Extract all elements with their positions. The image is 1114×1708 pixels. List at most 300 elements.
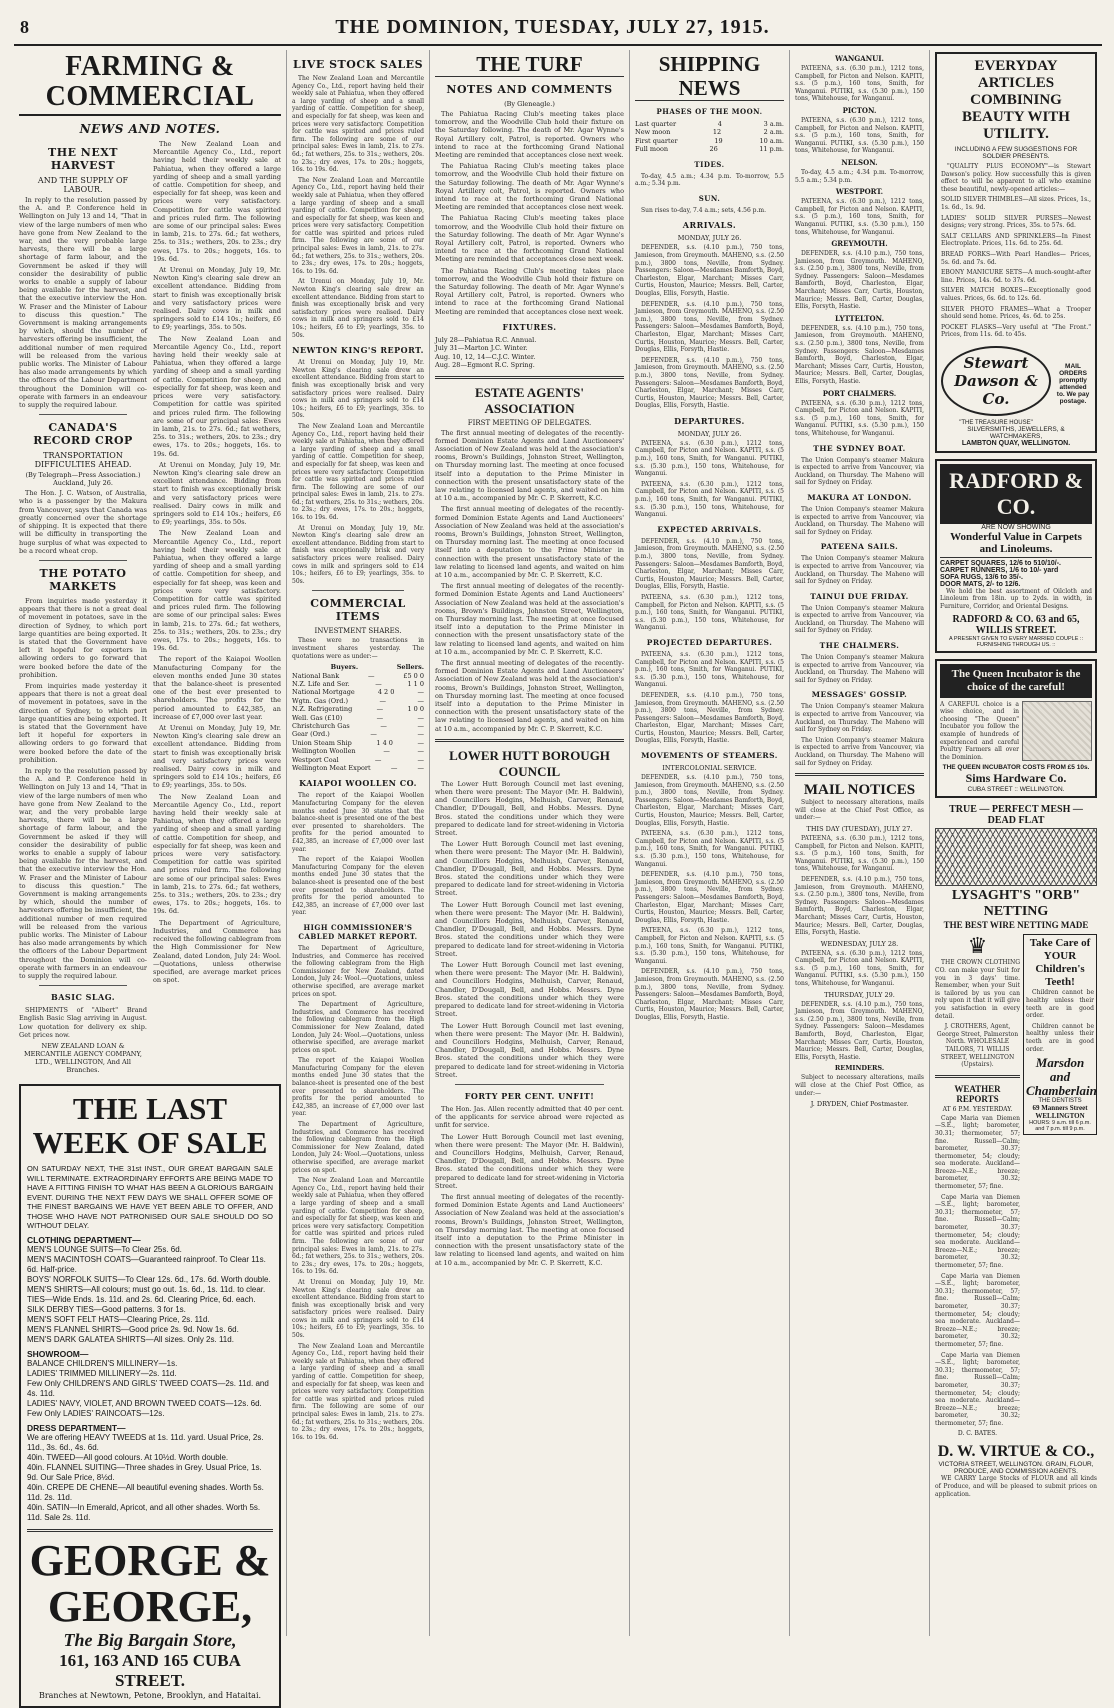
masthead (14, 10, 1102, 46)
article-text: To-day, 4.5 a.m.; 4.34 p.m. To-morrow, 5.5 a.m.; 5.34 p.m. (635, 172, 784, 188)
list-item: MEN'S SHIRTS—All colours; must go out. 1s. 6d., 1s. 11d. to clear. (27, 1284, 266, 1294)
article-text: DEFENDER, s.s. (4.10 p.m.), 750 tons, Jamieson, from Greymouth. MAHENO, s.s. (2.50 p.m.), 3800 tons, Neville, from Sydney. Passengers: Saloon—Mesdames Bamforth, Boyd, Charleston, Elgar, Marchant; Misses Carr, Curtis, Houston, Maurice; Messrs. Bell, Carter, Douglas, Ellis, Forsyth, Hastie. (635, 300, 784, 354)
list-item: 40in. SATIN—In Emerald, Apricot, and all other shades. Worth 5s. 11d. Sale 2s. 11d. (27, 1502, 261, 1522)
table-row (292, 747, 424, 755)
list-item: 40in. CREPE DE CHENE—All beautiful evening shades. Worth 5s. 11d. 2s. 11d. (27, 1482, 264, 1502)
article-heading: ARRIVALS. (682, 220, 737, 231)
table-cell: Last quarter (635, 120, 677, 128)
date-line: THIS DAY (TUESDAY), JULY 27. (806, 824, 913, 833)
table-cell: Well. Gas (£10) (292, 713, 343, 722)
store-address: 161, 163 AND 165 CUBA STREET. (59, 1650, 241, 1690)
table-row (292, 714, 424, 722)
wire-netting-illustration (935, 828, 1097, 886)
fixtures-list (435, 336, 624, 370)
article-text: The Lower Hutt Borough Council met last evening, when there were present: The Mayor (Mr. H. Baldwin), and Councillors Hodgins, Melhuish, Carver, Renaud, Chandler, D'Dougall, Bell, and Hobbs. Messrs. Dyne Bros. stated the conditions under which they were prepared to dedicate land for street-widening in Victoria Street. (435, 779, 624, 838)
article-text: To-day, 4.5 a.m.; 4.34 p.m. To-morrow, 5.5 a.m.; 5.34 p.m. (795, 168, 924, 184)
queen-incubator-ad (935, 659, 1097, 799)
article-heading: NEWTON KING'S REPORT. (292, 345, 424, 356)
list-item: July 31—Marton J.C. Winter. (435, 344, 528, 353)
port-heading: PICTON. (842, 105, 877, 115)
list-item: LADIES' TRIMMED MILLINERY—2s. 11d. (27, 1368, 177, 1378)
table-row (292, 730, 424, 738)
byline: (By Telegraph—Press Association.) Auckland, July 26. (25, 471, 141, 488)
sale-intro: ON SATURDAY NEXT, THE 31st INST., OUR GREAT BARGAIN SALE WILL TERMINATE. EXTRAORDINARY EFFORTS ARE BEING MADE TO HAVE A FITTING FINISH TO WHAT HAS BEEN A GLORIOUS BARGAIN EVENT. DURING THE NEXT FEW DAYS WE SHALL OFFER SOME OF THE FINEST BARGAINS WE HAVE YET BEEN ABLE TO OFFER, AND THOSE WHO HAVE NOT PATRONISED OUR SALE SHOULD DO SO WITHOUT DELAY. (27, 1164, 273, 1231)
date-line: MONDAY, JULY 26. (677, 234, 742, 243)
table-cell: Full moon (635, 145, 669, 154)
article-text: The New Zealand Loan and Mercantile Agency Co., Ltd., report having held their weekly sale at Pahiatua, when they offered a large yarding of sheep and a small yarding of cattle. Competition for sheep, and especially for fat sheep, was keen and prices were very satisfactory. Competition for cattle was spirited and prices ruled firm. The following are some of our principal sales: Ewes in lamb, 21s. to 27s. 6d.; fat wethers, 25s. to 31s.; wethers, 20s. to 23s.; dry ewes, 17s. to 20s.; hoggets, 16s. to 19s. 6d. (292, 176, 424, 275)
table-cell: 3 a.m. (763, 120, 784, 128)
date-line: WEDNESDAY, JULY 28. (820, 939, 899, 948)
article-text: The New Zealand Loan and Mercantile Agency Co., Ltd., report having held their weekly sale at Pahiatua, when they offered a large yarding of sheep and a small yarding of cattle. Competition for sheep, and especially for fat sheep, was keen and prices were very satisfactory. Competition for cattle was spirited and prices ruled firm. The following are some of our principal sales: Ewes in lamb, 21s. to 27s. 6d.; fat wethers, 25s. to 31s.; wethers, 20s. to 23s.; dry ewes, 17s. to 20s.; hoggets, 16s. to 19s. 6d. (153, 529, 281, 653)
radford-logo: RADFORD & CO. (940, 464, 1092, 524)
table-cell: 19 (714, 136, 723, 145)
article-heading: THE POTATO MARKETS (39, 566, 127, 593)
ad-text: THE CROWN CLOTHING CO. can make your Suit for you in 3 days' time. Remember, when your Suit is tailored by us you can rely upon it that it will give you satisfaction in every detail. (935, 959, 1020, 1020)
list-item: EBONY MANICURE SETS—A much-sought-after line. Prices, 14s. 6d. to 37s. 6d. (941, 269, 1091, 284)
article-subheading: TRANSPORTATION DIFFICULTIES AHEAD. (34, 451, 132, 470)
article-text: From inquiries made yesterday it appears that there is not a great deal of movement in potatoes, save in the direction of Sydney, to which port large quantities are being exported. It is stated that the Government have left it hopeful for exporters in allowing orders to go forward that were booked before the date of the prohibition. (19, 596, 147, 679)
column-shipping (630, 50, 790, 1636)
table-cell: — (417, 730, 424, 739)
table-row (292, 722, 424, 730)
store-name: GEORGE & GEORGE, (29, 1535, 271, 1631)
article-text: The Union Company's steamer Makura is expected to arrive from Vancouver, via Auckland, on Thursday. The Maheno will sail for Sydney on Friday. (795, 604, 924, 635)
list-item: LADIES' SOLID SILVER PURSES—Newest designs; very strong. Prices, 35s. to 57s. 6d. (941, 214, 1091, 230)
table-cell: Union Steam Ship (292, 738, 352, 747)
article-text: These were no transactions in investment shares yesterday. The quotations were as under:— (292, 637, 424, 660)
article-text: The New Zealand Loan and Mercantile Agency Co., Ltd., report having held their weekly sale at Pahiatua, when they offered a large yarding of sheep and a small yarding of cattle. Competition for sheep, and especially for fat sheep, was keen and prices were very satisfactory. Competition for cattle was spirited and prices ruled firm. The following are some of our principal sales: Ewes in lamb, 21s. to 27s. 6d.; fat wethers, 25s. to 31s.; wethers, 20s. to 23s.; dry ewes, 17s. to 20s.; hoggets, 16s. to 19s. 6d. (292, 75, 424, 174)
article-text: Cape Maria van Diemen—S.E., light; barometer, 30.31; thermometer, 57; fine. Russell—Calm; barometer, 30.37; thermometer, 54; cloudy; sea moderate. Auckland—Breeze—N.E.; breeze; barometer, 30.32; thermometer, 57; fine. (935, 1272, 1020, 1348)
article-heading: PATEENA SAILS. (820, 542, 899, 552)
ad-subheading: ARE NOW SHOWING (981, 523, 1051, 531)
column-turf (430, 50, 630, 1636)
article-heading: MESSAGES' GOSSIP. (811, 690, 908, 700)
table-cell: — (417, 722, 424, 731)
list-item: July 28—Pahiatua R.C. Annual. (435, 335, 537, 344)
newspaper-page (14, 10, 1102, 1700)
ad-signature: NEW ZEALAND LOAN & MERCANTILE AGENCY COMPANY, LTD., WELLINGTON, And All Branches. (24, 1042, 142, 1075)
article-text: The report of the Kaiapoi Woollen Manufacturing Company for the eleven months ended June 30 states that the balance-sheet is presented one of the best ever presented to shareholders. The profits for the period amounted to £42,385, an increase of £7,000 over last year. (292, 856, 424, 917)
section-title: FARMING & COMMERCIAL (19, 52, 281, 116)
column-advertisements (930, 50, 1102, 1636)
article-text: DEFENDER, s.s. (4.10 p.m.), 750 tons, Jamieson, from Greymouth. MAHENO, s.s. (2.50 p.m.), 3800 tons, Neville, from Sydney. Passengers: Saloon—Mesdames Bamforth, Boyd, Charleston, Elgar, Marchant; Misses Carr, Curtis, Houston, Maurice; Messrs. Bell, Carter, Douglas, Ellis, Forsyth, Hastie. (635, 244, 784, 297)
ad-text: Children cannot be healthy unless their teeth are in good order. (1026, 1022, 1094, 1053)
table-row (292, 697, 424, 705)
article-text: The report of the Kaiapoi Woollen Manufacturing Company for the eleven months ended June 30 states that the balance-sheet is presented one of the best ever presented to shareholders. The profits for the period amounted to £42,385, an increase of £7,000 over last year. (153, 655, 281, 721)
list-item: Aug. 28—Egmont R.C. Spring. (435, 361, 535, 370)
table-cell: — (383, 747, 390, 756)
crown-icon: ♛ (967, 934, 988, 960)
article-text: PATEENA, s.s. (6.30 p.m.), 1212 tons, Campbell, for Picton and Nelson. KAPITI, s.s. (5 p.m.), 160 tons, Smith, for Wanganui. PUTIKI, s.s. (5.30 p.m.), 150 tons, Whitehouse, for Wanganui. (635, 439, 784, 478)
list-item: MEN'S MACINTOSH COATS—Guaranteed rainproof. To Clear 11s. 6d. Half-price. (27, 1254, 266, 1274)
virtue-ad (935, 1443, 1097, 1498)
column-livestock-commercial (287, 50, 430, 1636)
ad-heading: Take Care of YOUR Children's Teeth! (1029, 937, 1091, 989)
table-cell: — (380, 722, 387, 731)
list-item: BALANCE CHILDREN'S MILLINERY—1s. (27, 1358, 178, 1368)
list-item: SALT CELLARS AND SPRINKLERS—In Finest Electroplate. Prices, 11s. 6d. to 25s. 6d. (941, 232, 1091, 248)
table-cell: — (417, 738, 424, 747)
table-cell: £5 0 0 (403, 671, 424, 680)
article-text: The New Zealand Loan and Mercantile Agency Co., Ltd., report having held their weekly sale at Pahiatua, when they offered a large yarding of sheep and a small yarding of cattle. Competition for sheep, and especially for fat sheep, was keen and prices were very satisfactory. Competition for cattle was spirited and prices ruled firm. The following are some of our principal sales: Ewes in lamb, 21s. to 27s. 6d.; fat wethers, 25s. to 31s.; wethers, 20s. to 23s.; dry ewes, 17s. to 20s.; hoggets, 16s. to 19s. 6d. (153, 334, 281, 458)
article-subheading: AT 6 P.M. YESTERDAY. (942, 1105, 1013, 1113)
article-text: DEFENDER, s.s. (4.10 p.m.), 750 tons, Jamieson, from Greymouth. MAHENO, s.s. (2.50 p.m.), 3800 tons, Neville, from Sydney. Passengers: Saloon—Mesdames Bamforth, Boyd, Charleston, Elgar, Marchant; Misses Carr, Curtis, Houston, Maurice; Messrs. Bell, Carter, Douglas, Ellis, Forsyth, Hastie. (635, 774, 784, 827)
mail-orders-note: MAIL ORDERS promptly attended to. We pay postage. (1056, 362, 1090, 405)
ad-address: 69 Manners Street WELLINGTON (1032, 1104, 1088, 1121)
crown-clothing-ad (935, 934, 1020, 1439)
article-text: DEFENDER, s.s. (4.10 p.m.), 750 tons, Jamieson, from Greymouth. MAHENO, s.s. (2.50 p.m.), 3800 tons, Neville, from Sydney. Passengers: Saloon—Mesdames Bamforth, Boyd, Charleston, Elgar, Marchant; Misses Carr, Curtis, Houston, Maurice; Messrs. Bell, Carter, Douglas, Ellis, Forsyth, Hastie. (635, 356, 784, 410)
ad-hours: HOURS: 9 a.m. till 6 p.m. and 7 p.m. till 9 p.m. (1029, 1120, 1091, 1133)
table-cell: N.Z. Refrigerating (292, 705, 353, 714)
article-subheading: AND THE SUPPLY OF LABOUR. (37, 176, 129, 194)
article-heading: SUN. (698, 193, 721, 203)
article-text: The first annual meeting of delegates of the recently-formed Dominion Estate Agents and Land Auctioneers' Association of New Zealand was held at the association's rooms, Brown's Buildings, Johnston Street, Wellington, on Thursday morning last. The meeting at once focused itself into a deputation to the Prime Minister in connection with the present unsatisfactory state of the law relating to licensed land agents, and waited on him at 10 a.m., accompanied by Mr. C. P. Skerrett, K.C. (435, 505, 624, 579)
article-text: The Union Company's steamer Makura is expected to arrive from Vancouver, via Auckland, on Thursday. The Maheno will sail for Sydney on Friday. (795, 555, 924, 586)
ad-text: A CAREFUL choice is a wise choice, and in choosing "The Queen" Incubator you follow the example of hundreds of experienced and careful Poultry Farmers all over the Dominion. (940, 700, 1019, 761)
list-item: MEN'S LOUNGE SUITS—To Clear 25s. 6d. (27, 1244, 182, 1254)
article-text: The Union Company's steamer Makura is expected to arrive from Vancouver, via Auckland, on Thursday. The Maheno will sail for Sydney on Friday. (795, 736, 924, 767)
ad-note: A PRESENT GIVEN TO EVERY MARRIED COUPLE :: FURNISHING THROUGH US. :: (949, 635, 1083, 648)
list-item: We are offering HEAVY TWEEDS at 1s. 11d. yard. Usual Price, 2s. 11d., 3s. 6d., 4s. 6d. (27, 1432, 264, 1452)
ad-text: WE CARRY Large Stocks of FLOUR and all kinds of Produce, and will be pleased to submit prices on application. (935, 1475, 1097, 1498)
port-heading: LYTTELTON. (834, 313, 885, 323)
article-text: Sun rises to-day, 7.4 a.m.; sets, 4.56 p.m. (641, 206, 767, 214)
ad-subheading: INCLUDING A FEW SUGGESTIONS FOR SOLDIER PRESENTS. (954, 146, 1078, 160)
article-text: The New Zealand Loan and Mercantile Agency Co., Ltd., report having held their weekly sale at Pahiatua, when they offered a large yarding of sheep and a small yarding of cattle. Competition for sheep, and especially for fat sheep, was keen and prices were very satisfactory. Competition for cattle was spirited and prices ruled firm. The following are some of our principal sales: Ewes in lamb, 21s. to 27s. 6d.; fat wethers, 25s. to 31s.; wethers, 20s. to 23s.; dry ewes, 17s. to 20s.; hoggets, 16s. to 19s. 6d. (153, 792, 281, 916)
article-text: The Pahiatua Racing Club's meeting takes place tomorrow, and the Woodville Club hold their fixture on the Saturday following. The death of Mr. Agar Wynne's Royal Artillery colt, Patrol, is reported. Owners who intend to race at the forthcoming Grand National Meeting are reminded that acceptances close next week. (435, 214, 624, 264)
ad-tagline: "THE TREASURE HOUSE" (959, 419, 1033, 426)
article-text: The Department of Agriculture, Industries, and Commerce has received the following cablegram from the High Commissioner for New Zealand, dated London, July 24: Wool.—Quotations, unless otherwise specified, are average market prices on spot. (153, 918, 281, 985)
article-heading: MOVEMENTS OF STEAMERS. (641, 751, 778, 761)
section-title: WEATHER REPORTS (954, 1083, 1001, 1104)
dentist-name: Marsdon and Chamberlain (1026, 1055, 1097, 1099)
article-heading: TAINUI DUE FRIDAY. (810, 591, 909, 601)
article-text: The Hon. Jas. Allen recently admitted that 40 per cent. of the applicants for service abroad were rejected as unfit for service. (435, 1104, 624, 1130)
table-cell: — (390, 764, 398, 773)
table-cell: Westport Coal (292, 755, 339, 764)
clothing-list (27, 1245, 273, 1345)
article-text: DEFENDER, s.s. (4.10 p.m.), 750 tons, Jamieson, from Greymouth. MAHENO, s.s. (2.50 p.m.), 3800 tons, Neville, from Sydney. Passengers: Saloon—Mesdames Bamforth, Boyd, Charleston, Elgar, Marchant; Misses Carr, Curtis, Houston, Maurice; Messrs. Bell, Carter, Douglas, Ellis, Forsyth, Hastie. (795, 250, 924, 311)
list-item: 40in. FLANNEL SUITING—Three shades in Grey. Usual Price, 1s. 9d. Our Sale Price, 8½d. (27, 1462, 262, 1482)
article-text: The New Zealand Loan and Mercantile Agency Co., Ltd., report having held their weekly sale at Pahiatua, when they offered a large yarding of sheep and a small yarding of cattle. Competition for sheep, and especially for fat sheep, was keen and prices were very satisfactory. Competition for cattle was spirited and prices ruled firm. The following are some of our principal sales: Ewes in lamb, 21s. to 27s. 6d.; fat wethers, 25s. to 31s.; wethers, 20s. to 23s.; dry ewes, 17s. to 20s.; hoggets, 16s. to 19s. 6d. (153, 140, 281, 263)
list-item: Few Only LADIES' RAINCOATS—12s. (27, 1408, 165, 1418)
article-text: Cape Maria van Diemen—S.E., light; barometer, 30.31; thermometer, 57; fine. Russell—Calm; barometer, 30.37; thermometer, 54; cloudy; sea moderate. Auckland—Breeze—N.E.; breeze; barometer, 30.32; thermometer, 57; fine. (935, 1114, 1020, 1191)
table-cell: National Bank (292, 671, 340, 680)
table-cell: — (417, 747, 424, 756)
article-text: Cape Maria van Diemen—S.E., light; barometer, 30.31; thermometer, 57; fine. Russell—Calm; barometer, 30.37; thermometer, 54; cloudy; sea moderate. Auckland—Breeze—N.E.; breeze; barometer, 30.32; thermometer, 57; fine. (935, 1351, 1020, 1427)
article-heading: PHASES OF THE MOON. (656, 107, 763, 116)
list-item: POCKET FLASKS—Very useful at "The Front." Prices, from 11s. 6d. to 45s. (941, 323, 1091, 339)
stewart-dawson-logo: Stewart Dawson & Co. (941, 346, 1051, 416)
table-cell: 11 p.m. (759, 145, 784, 154)
table-cell: New moon (635, 128, 671, 137)
section-title: MAIL NOTICES (803, 782, 916, 799)
article-text: The first annual meeting of delegates of the recently-formed Dominion Estate Agents and Land Auctioneers' Association of New Zealand was held at the association's rooms, Brown's Buildings, Johnston Street, Wellington, on Thursday morning last. The meeting at once focused itself into a deputation to the Prime Minister in connection with the present unsatisfactory state of the law relating to licensed land agents, and waited on him at 10 a.m., accompanied by Mr. C. P. Skerrett, K.C. (435, 1192, 624, 1267)
article-text: DEFENDER, s.s. (4.10 p.m.), 750 tons, Jamieson, from Greymouth. MAHENO, s.s. (2.50 p.m.), 3800 tons, Neville, from Sydney. Passengers: Saloon—Mesdames Bamforth, Boyd, Charleston, Elgar, Marchant; Misses Carr, Curtis, Houston, Maurice; Messrs. Bell, Carter, Douglas, Ellis, Forsyth, Hastie. (635, 537, 784, 591)
port-heading: WANGANUI. (835, 54, 884, 63)
article-text: PATEENA, s.s. (6.30 p.m.), 1212 tons, Campbell, for Picton and Nelson. KAPITI, s.s. (5 p.m.), 160 tons, Smith, for Wanganui. PUTIKI, s.s. (5.30 p.m.), 150 tons, Whitehouse, for Wanganui. (635, 830, 784, 868)
article-text: At Urenui on Monday, July 19, Mr. Newton King's clearing sale drew an excellent attendance. Bidding from start to finish was exceptionally brisk and very satisfactory prices were realised. Dairy cows in milk and springers sold to £14 10s.; heifers, £6 to £9; yearlings, 35s. to 50s. (153, 460, 281, 527)
article-text: The first annual meeting of delegates of the recently-formed Dominion Estate Agents and Land Auctioneers' Association of New Zealand was held at the association's rooms, Brown's Buildings, Johnston Street, Wellington, on Thursday morning last. The meeting at once focused itself into a deputation to the Prime Minister in connection with the present unsatisfactory state of the law relating to licensed land agents, and waited on him at 10 a.m., accompanied by Mr. C. P. Skerrett, K.C. (435, 428, 624, 503)
article-text: PATEENA, s.s. (6.30 p.m.), 1212 tons, Campbell, for Picton and Nelson. KAPITI, s.s. (5 p.m.), 160 tons, Smith, for Wanganui. PUTIKI, s.s. (5.30 p.m.), 150 tons, Whitehouse, for Wanganui. (635, 593, 784, 632)
article-text: The Union Company's steamer Makura is expected to arrive from Vancouver, via Auckland, on Thursday. The Maheno will sail for Sydney on Friday. (795, 505, 924, 536)
article-heading: THE CHALMERS. (819, 641, 900, 651)
date-line: THURSDAY, JULY 29. (824, 990, 895, 999)
article-heading: ESTATE AGENTS' ASSOCIATION (475, 384, 584, 416)
subsection-title: NEWS AND NOTES. (79, 122, 221, 136)
ad-heading: EVERYDAY ARTICLES COMBINING BEAUTY WITH UTILITY. (962, 58, 1070, 142)
store-tagline: The Big Bargain Store, (63, 1629, 237, 1650)
article-text: DEFENDER, s.s. (4.10 p.m.), 750 tons, Jamieson, from Greymouth. MAHENO, s.s. (2.50 p.m.), 3800 tons, Neville, from Sydney. Passengers: Saloon—Mesdames Bamforth, Boyd, Charleston, Elgar, Marchant; Misses Carr, Curtis, Houston, Maurice; Messrs. Bell, Carter, Douglas, Ellis, Forsyth, Hastie. (635, 968, 784, 1021)
ad-heading: LYSAGHT'S "ORB" NETTING (951, 888, 1081, 920)
article-heading: LIVE STOCK SALES (292, 58, 424, 71)
list-item: TIES—Wide Ends. 1s. 11d. and 2s. 6d. Clearing Price, 6d. each. (27, 1294, 256, 1304)
sale-category: CLOTHING DEPARTMENT— (27, 1234, 141, 1245)
table-row (292, 764, 424, 772)
list-item: MEN'S SOFT FELT HATS—Clearing Price, 2s. 11d. (27, 1314, 210, 1324)
ad-text: Children cannot be healthy unless their teeth are in good order. (1026, 989, 1094, 1020)
port-heading: PORT CHALMERS. (822, 388, 897, 398)
moon-table (635, 120, 784, 154)
table-cell: — (417, 755, 424, 764)
article-text: The Pahiatua Racing Club's meeting takes place tomorrow, and the Woodville Club hold their fixture on the Saturday following. The death of Mr. Agar Wynne's Royal Artillery colt, Patrol, is reported. Owners who intend to race at the forthcoming Grand National Meeting are reminded that acceptances close next week. (435, 266, 624, 316)
article-text: The Union Company's steamer Makura is expected to arrive from Vancouver, via Auckland, on Thursday. The Maheno will sail for Sydney on Friday. (795, 654, 924, 684)
article-text: The Union Company's steamer Makura is expected to arrive from Vancouver, via Auckland, on Thursday. The Maheno will sail for Sydney on Friday. (795, 703, 924, 734)
article-subheading: INVESTMENT SHARES. (314, 627, 402, 636)
sale-heading: THE LAST WEEK OF SALE (32, 1091, 268, 1161)
list-item: DOOR MATS, 2/- to 12/6. (940, 580, 1021, 588)
article-text: The New Zealand Loan and Mercantile Agency Co., Ltd., report having held their weekly sale at Pahiatua, when they offered a large yarding of sheep and a small yarding of cattle. Competition for sheep, and especially for fat sheep, was keen and prices were very satisfactory. Competition for cattle was spirited and prices ruled firm. The following are some of our principal sales: Ewes in lamb, 21s. to 27s. 6d.; fat wethers, 25s. to 31s.; wethers, 20s. to 23s.; dry ewes, 17s. to 20s.; hoggets, 16s. to 19s. 6d. (292, 1342, 424, 1441)
ad-signature: J. CROTHERS, Agent, George Street, Palmerston North. WHOLESALE TAILORS, 71 WILLIS STREET, WELLINGTON (Upstairs). (936, 1023, 1019, 1069)
store-branches: Branches at Newtown, Petone, Brooklyn, and Hataitai. (38, 1690, 262, 1700)
section-title: THE TURF (435, 52, 624, 77)
ad-text: We hold the best assortment of Oilcloth and Linoleum from 18in. up to 2yds. in width, in Furniture, Corridor, and Oriental Designs. (940, 587, 1092, 611)
table-cell: Wgtn. Gas (Ord.) (292, 696, 348, 705)
article-text: The Lower Hutt Borough Council met last evening, when there were present: The Mayor (Mr. H. Baldwin), and Councillors Hodgins, Melhuish, Carver, Renaud, Chandler, D'Dougall, Bell, and Hobbs. Messrs. Dyne Bros. stated the conditions under which they were prepared to dedicate land for street-widening in Victoria Street. (435, 840, 624, 898)
article-text: The Hon. J. C. Watson, of Australia, who is a passenger by the Makura from Vancouver, says that Canada was greatly concerned over the shortage of shipping. It is expected that there will be difficulty in transporting the huge surplus of what was expected to be a record wheat crop. (19, 489, 147, 555)
lysaght-orb-ad (935, 804, 1097, 930)
table-cell: 2 a.m. (763, 128, 784, 137)
masthead-title: THE DOMINION, TUESDAY, JULY 27, 1915. (335, 15, 770, 38)
list-item: SILK DERBY TIES—Good patterns. 3 for 1s. (27, 1304, 186, 1314)
table-row (635, 145, 784, 153)
sale-advertisement (19, 1084, 281, 1708)
store-name: Sims Hardware Co. (965, 771, 1067, 786)
table-row (292, 680, 424, 688)
list-item: SOFA RUGS, 13/6 to 35/-. (940, 573, 1023, 581)
ad-description: SILVERSMITHS, JEWELLERS, & WATCHMAKERS, (967, 425, 1065, 440)
store-address: CUBA STREET :: WELLINGTON. (967, 786, 1065, 794)
column-ports-mail (790, 50, 930, 1636)
article-text: In reply to the resolution passed by the A. and P. Conference held in Wellington on July 13 and 14, "That in view of the large numbers of men who have gone from New Zealand to the war, and the very probable large harvests, there will be a large shortage of farm labour, and the Government be asked if they will consider the desirability of public works to enable a supply of labour being available for the harvest, and that the executive interview the Hon. W. Fraser and the Minister of Labour to discuss this question." The Government is making arrangements by which, should the number of harvesters offering be insufficient, the additional number of men required will be released from the various public works. The Minister of Labour has also made arrangements by which the officers of the Labour Department throughout the Dominion will co-operate with farmers in an endeavour to supply the required labour. (19, 196, 147, 410)
table-cell: — (417, 696, 424, 705)
article-heading: MAKURA AT LONDON. (807, 492, 912, 502)
article-text: The Department of Agriculture, Industries, and Commerce has received the following cablegram from the High Commissioner for New Zealand, dated London, July 24: Wool.—Quotations, unless otherwise specified, are average market prices on spot. (292, 1001, 424, 1054)
table-cell: 1 1 0 (407, 680, 424, 688)
table-cell: Christchurch Gas (292, 722, 350, 731)
article-text: The Lower Hutt Borough Council met last evening, when there were present: The Mayor (Mr. H. Baldwin), and Councillors Hodgins, Melhuish, Carver, Renaud, Chandler, D'Dougall, Bell, and Hobbs. Messrs. Dyne Bros. stated the conditions under which they were prepared to dedicate land for street-widening in Victoria Street. (435, 961, 624, 1019)
article-text: PATEENA, s.s. (6.30 p.m.), 1212 tons, Campbell, for Picton and Nelson. KAPITI, s.s. (5 p.m.), 160 tons, Smith, for Wanganui. PUTIKI, s.s. (5.30 p.m.), 150 tons, Whitehouse, for Wanganui. (635, 480, 784, 519)
article-text: The Lower Hutt Borough Council met last evening, when there were present: The Mayor (Mr. H. Baldwin), and Councillors Hodgins, Melhuish, Carver, Renaud, Chandler, D'Dougall, Bell, and Hobbs. Messrs. Dyne Bros. stated the conditions under which they were prepared to dedicate land for street-widening in Victoria Street. (435, 900, 624, 958)
ad-intro: "QUALITY PLUS ECONOMY"—is Stewart Dawson's policy. How successfully this is given effect to will be apparent to all who examine these beautiful, newly-opened articles:— (941, 163, 1091, 193)
article-text: From inquiries made yesterday it appears that there is not a great deal of movement in potatoes, save in the direction of Sydney, to which port large quantities are being exported. It is stated that the Government have left it hopeful for exporters in allowing orders to go forward that were booked before the date of the prohibition. (19, 681, 147, 764)
table-cell: Gear (Ord.) (292, 730, 330, 739)
table-cell: National Mortgage (292, 688, 355, 697)
article-text: The Department of Agriculture, Industries, and Commerce has received the following cablegram from the High Commissioner for New Zealand, dated London, July 24: Wool.—Quotations, unless otherwise specified, are average market prices on spot. (292, 1121, 424, 1174)
list-item: SOLID SILVER THIMBLES—All sizes. Prices, 1s., 1s. 6d., 1s. 9d. (941, 196, 1091, 211)
ad-heading: The Queen Incubator is the choice of the careful! (940, 664, 1092, 698)
article-text: The Lower Hutt Borough Council met last evening, when there were present: The Mayor (Mr. H. Baldwin), and Councillors Hodgins, Melhuish, Carver, Renaud, Chandler, D'Dougall, Bell, and Hobbs. Messrs. Dyne Bros. stated the conditions under which they were prepared to dedicate land for street-widening in Victoria Street. (435, 1021, 624, 1079)
table-cell: 4 (717, 120, 722, 128)
article-text: PATEENA, s.s. (6.30 p.m.), 1212 tons, Campbell, for Picton and Nelson. KAPITI, s.s. (5 p.m.), 160 tons, Smith, for Wanganui. PUTIKI, s.s. (5.30 p.m.), 150 tons, Whitehouse, for Wanganui. (635, 650, 784, 689)
port-heading: NELSON. (841, 157, 878, 167)
table-cell: — (376, 705, 384, 714)
article-text: At Urenui on Monday, July 19, Mr. Newton King's clearing sale drew an excellent attendance. Bidding from start to finish was exceptionally brisk and very satisfactory prices were realised. Dairy cows in milk and springers sold to £14 10s.; heifers, £6 to £9; yearlings, 35s. to 50s. (292, 1278, 424, 1340)
table-row (635, 120, 784, 128)
port-heading: WESTPORT. (835, 187, 884, 197)
article-heading: LOWER HUTT BOROUGH COUNCIL (449, 747, 610, 779)
article-text: The Pahiatua Racing Club's meeting takes place tomorrow, and the Woodville Club hold their fixture on the Saturday following. The death of Mr. Agar Wynne's Royal Artillery colt, Patrol, is reported. Owners who intend to race at the forthcoming Grand National Meeting are reminded that acceptances close next week. (435, 162, 624, 212)
ad-subheading: THE DENTISTS (1038, 1098, 1082, 1105)
port-heading: GREYMOUTH. (831, 239, 888, 249)
table-cell: — (367, 671, 375, 680)
article-text: The Department of Agriculture, Industries, and Commerce has received the following cablegram from the High Commissioner for New Zealand, dated London, July 24: Wool.—Quotations, unless otherwise specified, are average market prices on spot. (292, 944, 424, 998)
sale-category: SHOWROOM— (27, 1348, 89, 1359)
article-heading: THE SYDNEY BOAT. (813, 443, 906, 453)
shares-table (292, 672, 424, 773)
article-heading: TIDES. (694, 159, 725, 169)
column-header: Sellers. (396, 663, 424, 672)
table-cell: — (374, 755, 382, 764)
stewart-dawson-ad (935, 52, 1097, 453)
table-row (292, 672, 424, 680)
ad-tagline: TRUE — PERFECT MESH — DEAD FLAT (949, 804, 1083, 827)
article-text: PATEENA, s.s. (6.30 p.m.), 1212 tons, Campbell, for Picton and Nelson. KAPITI, s.s. (5 p.m.), 160 tons, Smith, for Wanganui. PUTIKI, s.s. (5.30 p.m.), 150 tons, Whitehouse, for Wanganui. (795, 65, 924, 103)
page-number: 8 (20, 16, 29, 37)
article-text: Subject to necessary alterations, mails will close at the Chief Post Office, as under:— (795, 799, 924, 822)
table-cell: Wellington Meat Export (292, 764, 371, 773)
list-item: LADIES' NAVY, VIOLET, AND BROWN TWEED COATS—12s. 6d. (27, 1398, 262, 1408)
article-heading: DEPARTURES. (674, 415, 745, 426)
article-text: At Urenui on Monday, July 19, Mr. Newton King's clearing sale drew an excellent attendance. Bidding from start to finish was exceptionally brisk and very satisfactory prices were realised. Dairy cows in milk and springers sold to £14 10s.; heifers, £6 to £9; yearlings, 35s. to 50s. (292, 278, 424, 339)
article-text: Cape Maria van Diemen—S.E., light; barometer, 30.31; thermometer, 57; fine. Russell—Calm; barometer, 30.37; thermometer, 54; cloudy; sea moderate. Auckland—Breeze—N.E.; breeze; barometer, 30.32; thermometer, 57; fine. (935, 1193, 1020, 1269)
shares-header (292, 663, 424, 671)
section-title: SHIPPING NEWS (635, 52, 784, 101)
table-row (635, 128, 784, 136)
article-text: At Urenui on Monday, July 19, Mr. Newton King's clearing sale drew an excellent attendance. Bidding from start to finish was exceptionally brisk and very satisfactory prices were realised. Dairy cows in milk and springers sold to £14 10s.; heifers, £6 to £9; yearlings, 35s. to 50s. (292, 359, 424, 420)
table-row (635, 137, 784, 145)
table-cell: N.Z. Life and Ser. (292, 680, 350, 688)
article-heading: KAIAPOI WOOLLEN CO. (299, 778, 417, 789)
article-text: The New Zealand Loan and Mercantile Agency Co., Ltd., report having held their weekly sale at Pahiatua, when they offered a large yarding of sheep and a small yarding of cattle. Competition for sheep, and especially for fat sheep, was keen and prices were very satisfactory. Competition for cattle was spirited and prices ruled firm. The following are some of our principal sales: Ewes in lamb, 21s. to 27s. 6d.; fat wethers, 25s. to 31s.; wethers, 20s. to 23s.; dry ewes, 17s. to 20s.; hoggets, 16s. to 19s. 6d. (292, 1177, 424, 1276)
article-text: DEFENDER, s.s. (4.10 p.m.), 750 tons, Jamieson, from Greymouth. MAHENO, s.s. (2.50 p.m.), 3800 tons, Neville, from Sydney. Passengers: Saloon—Mesdames Bamforth, Boyd, Charleston, Elgar, Marchant; Misses Carr, Curtis, Houston, Maurice; Messrs. Bell, Carter, Douglas, Ellis, Forsyth, Hastie. (795, 1000, 924, 1061)
ad-subheading: THE BEST WIRE NETTING MADE (943, 920, 1089, 931)
table-row (292, 688, 424, 696)
table-cell: First quarter (635, 136, 678, 145)
article-heading: CANADA'S RECORD CROP (33, 421, 133, 448)
table-cell: 10 a.m. (759, 136, 784, 145)
table-cell: 1 0 0 (407, 705, 424, 714)
signature: D. C. BATES. (957, 1430, 998, 1438)
list-item: MEN'S DARK GALATEA SHIRTS—All sizes. Only 2s. 11d. (27, 1334, 234, 1344)
article-heading: NOTES AND COMMENTS (446, 83, 613, 96)
article-heading: PROJECTED DEPARTURES. (646, 637, 773, 647)
article-text: In reply to the resolution passed by the A. and P. Conference held in Wellington on July 13 and 14, "That in view of the large numbers of men who have gone from New Zealand to the war, and the very probable large harvests, there will be a large shortage of farm labour, and the Government be asked if they will consider the desirability of public works to enable a supply of labour being available for the harvest, and that the executive interview the Hon. W. Fraser and the Minister of Labour to discuss this question." The Government is making arrangements by which, should the number of harvesters offering be insufficient, the additional number of men required will be released from the various public works. The Minister of Labour has also made arrangements by which the officers of the Labour Department throughout the Dominion will co-operate with farmers in an endeavour to supply the required labour. (19, 766, 147, 981)
column-header: Buyers. (330, 663, 359, 672)
column-farming-commercial (14, 50, 287, 1700)
article-heading: HIGH COMMISSIONER'S CABLED MARKET REPORT. (298, 922, 418, 941)
article-text: At Urenui on Monday, July 19, Mr. Newton King's clearing sale drew an excellent attendance. Bidding from start to finish was exceptionally brisk and very satisfactory prices were realised. Dairy cows in milk and springers sold to £14 10s.; heifers, £6 to £9; yearlings, 35s. to 50s. (153, 724, 281, 790)
table-row (292, 739, 424, 747)
article-text: The New Zealand Loan and Mercantile Agency Co., Ltd., report having held their weekly sale at Pahiatua, when they offered a large yarding of sheep and a small yarding of cattle. Competition for sheep, and especially for fat sheep, was keen and prices were very satisfactory. Competition for cattle was spirited and prices ruled firm. The following are some of our principal sales: Ewes in lamb, 21s. to 27s. 6d.; fat wethers, 25s. to 31s.; wethers, 20s. to 23s.; dry ewes, 17s. to 20s.; hoggets, 16s. to 19s. 6d. (292, 422, 424, 522)
ad-price: THE QUEEN INCUBATOR COSTS FROM £5 10s. (942, 764, 1090, 772)
table-cell: — (370, 730, 377, 739)
article-text: The Union Company's steamer Makura is expected to arrive from Vancouver, via Auckland, on Thursday. The Maheno will sail for Sydney on Friday. (795, 456, 924, 487)
list-item: SILVER MATCH BOXES—Exceptionally good values. Prices, 6s. 6d. to 12s. 6d. (941, 287, 1091, 302)
byline: (By Gleneagle.) (504, 100, 555, 108)
list-item: Aug. 10, 12, 14—C.J.C. Winter. (435, 352, 536, 361)
dress-list (27, 1433, 273, 1523)
product-list (941, 196, 1091, 339)
ad-address: LAMBTON QUAY, WELLINGTON. (961, 439, 1071, 447)
list-item: MEN'S FLANNEL SHIRTS—Good price 2s. 9d. Now 1s. 6d. (27, 1324, 239, 1334)
ad-address: RADFORD & CO. 63 and 65, WILLIS STREET. (952, 613, 1080, 636)
table-cell: — (379, 696, 386, 705)
table-cell: 1 4 0 (376, 738, 393, 747)
article-text: DEFENDER, s.s. (4.10 p.m.), 750 tons, Jamieson, from Greymouth. MAHENO, s.s. (2.50 p.m.), 3800 tons, Neville, from Sydney. Passengers: Saloon—Mesdames Bamforth, Boyd, Charleston, Elgar, Marchant; Misses Carr, Curtis, Houston, Maurice; Messrs. Bell, Carter, Douglas, Ellis, Forsyth, Hastie. (635, 871, 784, 924)
article-text: PATEENA, s.s. (6.30 p.m.), 1212 tons, Campbell, for Picton and Nelson. KAPITI, s.s. (5 p.m.), 160 tons, Smith, for Wanganui. PUTIKI, s.s. (5.30 p.m.), 150 tons, Whitehouse, for Wanganui. (795, 399, 924, 437)
article-text: Subject to necessary alterations, mails will close at the Chief Post Office, as under:— (795, 1074, 924, 1097)
table-cell: — (417, 713, 424, 722)
list-item: BOYS' NORFOLK SUITS—To Clear 12s. 6d., 17s. 6d. Worth double. (27, 1274, 271, 1284)
article-text: DEFENDER, s.s. (4.10 p.m.), 750 tons, Jamieson, from Greymouth. MAHENO, s.s. (2.50 p.m.), 3800 tons, Neville, from Sydney. Passengers: Saloon—Mesdames Bamforth, Boyd, Charleston, Elgar, Marchant; Misses Carr, Curtis, Houston, Maurice; Messrs. Bell, Carter, Douglas, Ellis, Forsyth, Hastie. (795, 875, 924, 937)
article-text: PATEENA, s.s. (6.30 p.m.), 1212 tons, Campbell, for Picton and Nelson. KAPITI, s.s. (5 p.m.), 160 tons, Smith, for Wanganui. PUTIKI, s.s. (5.30 p.m.), 150 tons, Whitehouse, for Wanganui. (795, 198, 924, 236)
table-cell: 4 2 0 (377, 688, 395, 697)
list-item: SILVER PHOTO FRAMES—What a Trooper should send home. Prices, 4s. 6d. to 25s. (941, 305, 1091, 321)
article-text: The first annual meeting of delegates of the recently-formed Dominion Estate Agents and Land Auctioneers' Association of New Zealand was held at the association's rooms, Brown's Buildings, Johnston Street, Wellington, on Thursday morning last. The meeting at once focused itself into a deputation to the Prime Minister in connection with the present unsatisfactory state of the law relating to licensed land agents, and waited on him at 10 a.m., accompanied by Mr. C. P. Skerrett, K.C. (435, 582, 624, 656)
incubator-illustration (1022, 701, 1092, 761)
article-heading: FORTY PER CENT. UNFIT! (464, 1090, 595, 1101)
table-cell: 26 (709, 145, 718, 154)
article-subheading: INTERCOLONIAL SERVICE. (662, 764, 757, 773)
article-text: The report of the Kaiapoi Woollen Manufacturing Company for the eleven months ended June 30 states that the balance-sheet is presented one of the best ever presented to shareholders. The profits for the period amounted to £42,385, an increase of £7,000 over last year. (292, 792, 424, 853)
list-item: 40in. TWEED—All good colours. At 10½d. Worth double. (27, 1452, 229, 1462)
dentist-ad (1023, 934, 1097, 1439)
date-line: MONDAY, JULY 26. (677, 429, 742, 438)
article-text: The Lower Hutt Borough Council met last evening, when there were present: The Mayor (Mr. H. Baldwin), and Councillors Hodgins, Melhuish, Carver, Renaud, Chandler, D'Dougall, Bell, and Hobbs. Messrs. Dyne Bros. stated the conditions under which they were prepared to dedicate land for street-widening in Victoria Street. (435, 1132, 624, 1190)
showroom-list (27, 1359, 273, 1419)
table-cell: 12 (712, 128, 722, 137)
article-subheading: REMINDERS. (834, 1064, 885, 1073)
list-item: CARPET RUNNERS, 1/6 to 10/- yard (940, 566, 1059, 574)
ad-address: VICTORIA STREET, WELLINGTON. GRAIN, FLOUR, PRODUCE, AND COMMISSION AGENTS. (938, 1461, 1094, 1476)
article-text: At Urenui on Monday, July 19, Mr. Newton King's clearing sale drew an excellent attendance. Bidding from start to finish was exceptionally brisk and very satisfactory prices were realised. Dairy cows in milk and springers sold to £14 10s.; heifers, £6 to £9; yearlings, 35s. to 50s. (153, 266, 281, 332)
article-heading: THE NEXT HARVEST (48, 146, 118, 172)
ad-tagline: Wonderful Value in Carpets and Linoleums. (950, 530, 1082, 555)
table-row (292, 756, 424, 764)
ad-heading: BASIC SLAG. (50, 992, 116, 1003)
table-cell: — (417, 688, 424, 697)
table-row (292, 705, 424, 713)
table-cell: — (376, 713, 384, 722)
radford-ad (935, 459, 1097, 653)
article-text: DEFENDER, s.s. (4.10 p.m.), 750 tons, Jamieson, from Greymouth. MAHENO, s.s. (2.50 p.m.), 3800 tons, Neville, from Sydney. Passengers: Saloon—Mesdames Bamforth, Boyd, Charleston, Elgar, Marchant; Misses Carr, Curtis, Houston, Maurice; Messrs. Bell, Carter, Douglas, Ellis, Forsyth, Hastie. (795, 324, 924, 385)
article-text: PATEENA, s.s. (6.30 p.m.), 1212 tons, Campbell, for Picton and Nelson. KAPITI, s.s. (5 p.m.), 160 tons, Smith, for Wanganui. PUTIKI, s.s. (5.30 p.m.), 150 tons, Whitehouse, for Wanganui. (795, 116, 924, 155)
article-heading: FIXTURES. (502, 321, 557, 332)
table-cell: — (375, 680, 382, 688)
signature: J. DRYDEN, Chief Postmaster. (810, 1100, 909, 1109)
list-item: BREAD FORKS—With Pearl Handles— Prices, 5s. 6d. and 7s. 6d. (941, 250, 1091, 266)
